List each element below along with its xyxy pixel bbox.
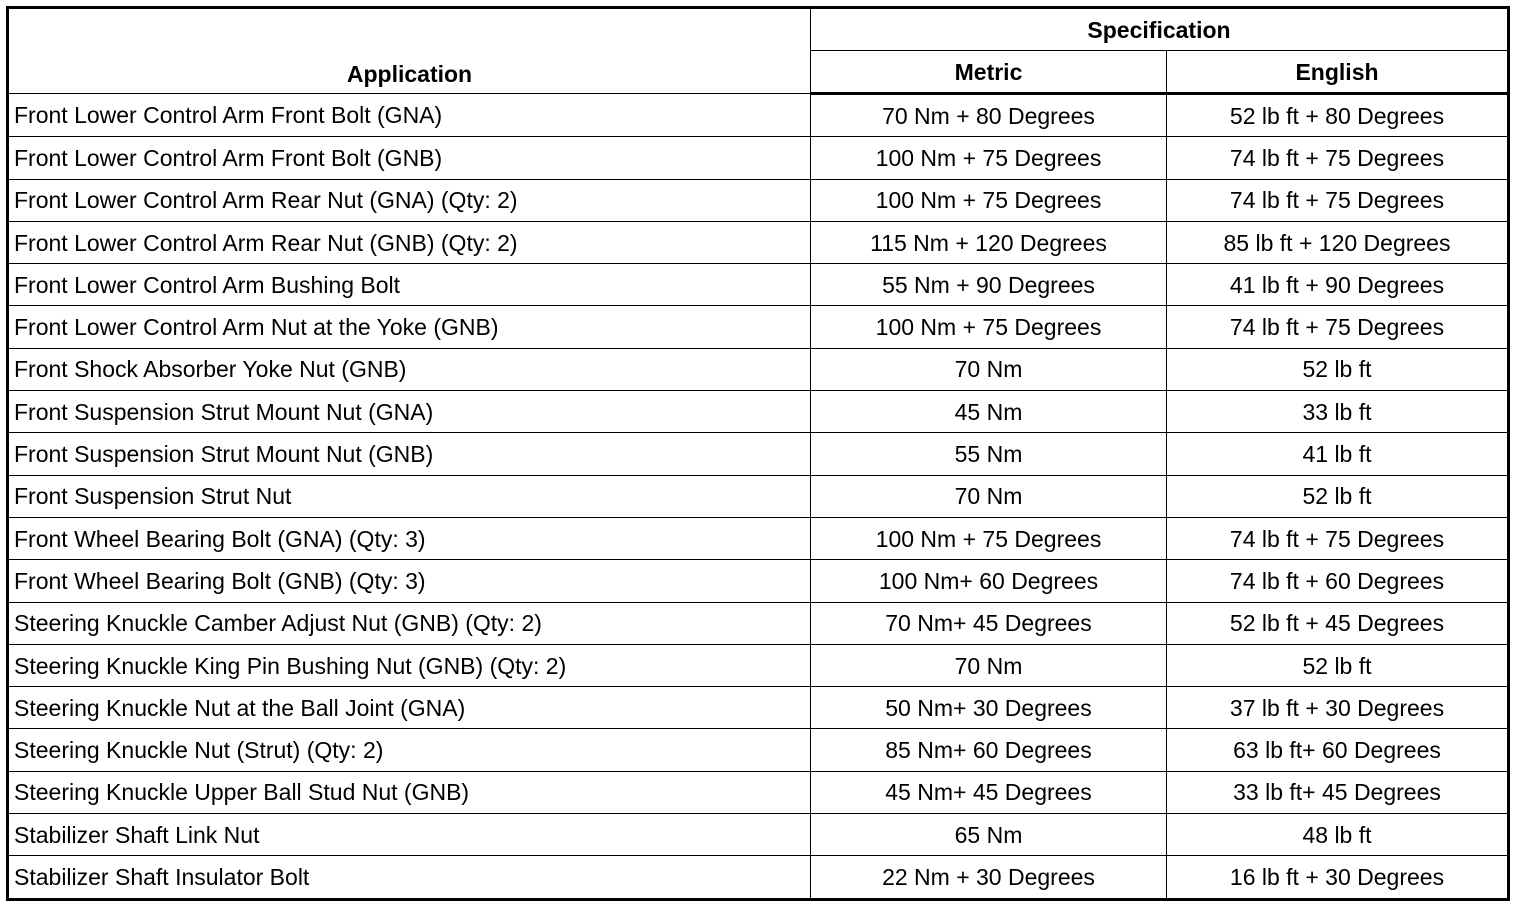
english-value-cell: 52 lb ft: [1167, 475, 1509, 517]
metric-value-cell: 70 Nm+ 45 Degrees: [811, 602, 1167, 644]
metric-value-cell: 85 Nm+ 60 Degrees: [811, 729, 1167, 771]
application-cell: Front Lower Control Arm Front Bolt (GNB): [8, 137, 811, 179]
table-row: [8, 814, 1509, 856]
table-body: [8, 94, 1509, 900]
application-cell: Front Lower Control Arm Rear Nut (GNA) (Qty: 2): [8, 179, 811, 221]
application-cell: Front Suspension Strut Nut: [8, 475, 811, 517]
metric-value-cell: 100 Nm + 75 Degrees: [811, 306, 1167, 348]
application-cell: Front Lower Control Arm Front Bolt (GNA): [8, 94, 811, 137]
english-value-cell: 52 lb ft + 80 Degrees: [1167, 94, 1509, 137]
english-value-cell: 33 lb ft: [1167, 391, 1509, 433]
english-value-cell: 41 lb ft + 90 Degrees: [1167, 264, 1509, 306]
table-row: [8, 687, 1509, 729]
application-cell: Front Lower Control Arm Bushing Bolt: [8, 264, 811, 306]
english-value-cell: 52 lb ft + 45 Degrees: [1167, 602, 1509, 644]
header-row-top: [8, 8, 1509, 51]
application-cell: Front Wheel Bearing Bolt (GNA) (Qty: 3): [8, 517, 811, 559]
table-row: [8, 433, 1509, 475]
metric-value-cell: 115 Nm + 120 Degrees: [811, 221, 1167, 263]
fastener-torque-table: [6, 6, 1510, 901]
english-value-cell: 16 lb ft + 30 Degrees: [1167, 856, 1509, 899]
application-cell: Steering Knuckle Camber Adjust Nut (GNB) (Qty: 2): [8, 602, 811, 644]
table-row: [8, 644, 1509, 686]
application-cell: Steering Knuckle Upper Ball Stud Nut (GNB): [8, 771, 811, 813]
table-row: [8, 391, 1509, 433]
english-value-cell: 33 lb ft+ 45 Degrees: [1167, 771, 1509, 813]
application-cell: Steering Knuckle King Pin Bushing Nut (GNB) (Qty: 2): [8, 644, 811, 686]
metric-value-cell: 65 Nm: [811, 814, 1167, 856]
application-cell: Front Lower Control Arm Rear Nut (GNB) (Qty: 2): [8, 221, 811, 263]
application-cell: Front Suspension Strut Mount Nut (GNB): [8, 433, 811, 475]
application-cell: Front Wheel Bearing Bolt (GNB) (Qty: 3): [8, 560, 811, 602]
application-cell: Front Shock Absorber Yoke Nut (GNB): [8, 348, 811, 390]
table-row: [8, 856, 1509, 899]
metric-value-cell: 45 Nm+ 45 Degrees: [811, 771, 1167, 813]
english-column-header: English: [1167, 51, 1509, 94]
table-row: [8, 306, 1509, 348]
table-row: [8, 221, 1509, 263]
table-header: [8, 8, 1509, 94]
application-cell: Steering Knuckle Nut at the Ball Joint (GNA): [8, 687, 811, 729]
table-row: [8, 475, 1509, 517]
metric-value-cell: 70 Nm: [811, 348, 1167, 390]
english-value-cell: 52 lb ft: [1167, 348, 1509, 390]
english-value-cell: 74 lb ft + 75 Degrees: [1167, 306, 1509, 348]
table-row: [8, 517, 1509, 559]
table-row: [8, 137, 1509, 179]
application-cell: Stabilizer Shaft Link Nut: [8, 814, 811, 856]
english-value-cell: 74 lb ft + 60 Degrees: [1167, 560, 1509, 602]
metric-value-cell: 100 Nm + 75 Degrees: [811, 137, 1167, 179]
metric-value-cell: 100 Nm+ 60 Degrees: [811, 560, 1167, 602]
english-value-cell: 74 lb ft + 75 Degrees: [1167, 517, 1509, 559]
table-row: [8, 729, 1509, 771]
metric-value-cell: 70 Nm: [811, 475, 1167, 517]
table-row: [8, 179, 1509, 221]
metric-value-cell: 70 Nm: [811, 644, 1167, 686]
metric-value-cell: 70 Nm + 80 Degrees: [811, 94, 1167, 137]
metric-value-cell: 55 Nm + 90 Degrees: [811, 264, 1167, 306]
application-cell: Front Suspension Strut Mount Nut (GNA): [8, 391, 811, 433]
specification-column-header: Specification: [811, 8, 1509, 51]
english-value-cell: 37 lb ft + 30 Degrees: [1167, 687, 1509, 729]
metric-value-cell: 45 Nm: [811, 391, 1167, 433]
table-row: [8, 771, 1509, 813]
metric-value-cell: 50 Nm+ 30 Degrees: [811, 687, 1167, 729]
metric-value-cell: 22 Nm + 30 Degrees: [811, 856, 1167, 899]
english-value-cell: 85 lb ft + 120 Degrees: [1167, 221, 1509, 263]
metric-column-header: Metric: [811, 51, 1167, 94]
metric-value-cell: 100 Nm + 75 Degrees: [811, 179, 1167, 221]
english-value-cell: 74 lb ft + 75 Degrees: [1167, 179, 1509, 221]
metric-value-cell: 55 Nm: [811, 433, 1167, 475]
english-value-cell: 74 lb ft + 75 Degrees: [1167, 137, 1509, 179]
english-value-cell: 41 lb ft: [1167, 433, 1509, 475]
table-row: [8, 264, 1509, 306]
application-cell: Front Lower Control Arm Nut at the Yoke (GNB): [8, 306, 811, 348]
application-cell: Steering Knuckle Nut (Strut) (Qty: 2): [8, 729, 811, 771]
table-row: [8, 94, 1509, 137]
english-value-cell: 52 lb ft: [1167, 644, 1509, 686]
english-value-cell: 63 lb ft+ 60 Degrees: [1167, 729, 1509, 771]
table-row: [8, 348, 1509, 390]
table-row: [8, 560, 1509, 602]
table-row: [8, 602, 1509, 644]
application-column-header: Application: [8, 8, 811, 94]
english-value-cell: 48 lb ft: [1167, 814, 1509, 856]
metric-value-cell: 100 Nm + 75 Degrees: [811, 517, 1167, 559]
application-cell: Stabilizer Shaft Insulator Bolt: [8, 856, 811, 899]
